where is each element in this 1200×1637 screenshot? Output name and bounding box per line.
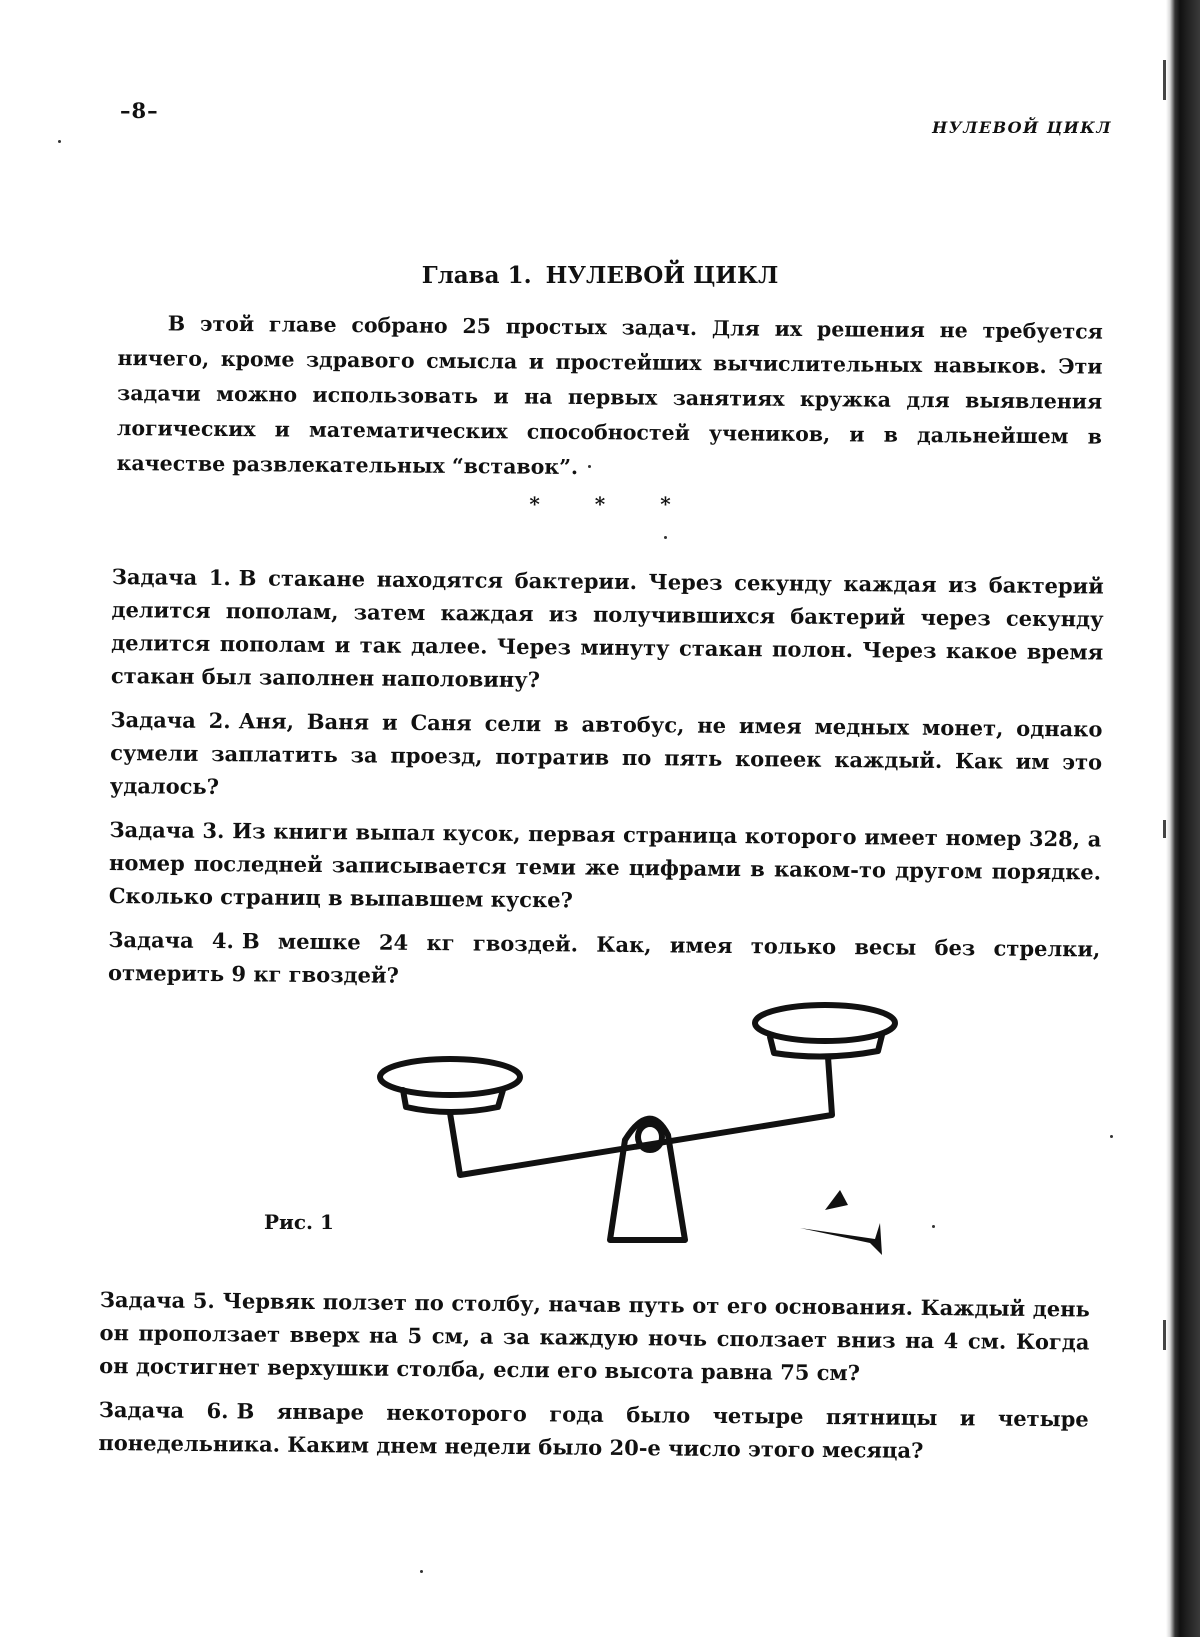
weight-icon [825,1190,848,1210]
problem-text: В январе некоторого года было четыре пятницы и четыре понедельника. Каким днем недели было 20-е число этого месяца? [98,1398,1089,1463]
edge-speck [1163,60,1166,100]
problem-text: В стакане находятся бактерии. Через секунду каждая из бактерий делится пополам, затем каждая из получившихся бактерий через секунду делится пополам и так далее. Через минуту стакан полон. Через какое время стакан был заполнен наполовину? [110,565,1104,693]
scan-speck [58,140,61,143]
section-separator: * * * [529,492,671,516]
problem-list-continued [98,1283,1090,1479]
problem-2 [110,703,1103,812]
scan-speck [1110,1135,1113,1138]
problem-text: Из книги выпал кусок, первая страница которого имеет номер 328, а номер последней записывается теми же цифрами в каком-то другом порядке. Сколько страниц в выпавшем куске? [108,818,1102,913]
problem-text: В мешке 24 кг гвоздей. Как, имея только весы без стрелки, отмерить 9 кг гвоздей? [107,928,1101,988]
problem-1 [111,560,1104,702]
problem-6 [98,1393,1089,1469]
scan-speck [420,1570,423,1573]
problem-list [108,560,1104,1010]
scale-stand [610,1119,685,1240]
problem-text: Аня, Ваня и Саня сели в автобус, не имея медных монет, однако сумели заплатить за проезд, потратив по пять копеек каждый. Как им это удалось? [109,708,1103,800]
problem-label: Задача 2. [110,706,231,734]
running-head: НУЛЕВОЙ ЦИКЛ [932,118,1112,137]
edge-speck [1163,820,1166,838]
edge-speck [1163,1320,1166,1350]
chapter-label: Глава 1. [421,262,532,289]
problem-label: Задача 5. [99,1286,215,1314]
balance-scale-icon [370,995,930,1265]
scan-speck [588,465,591,468]
chapter-name: НУЛЕВОЙ ЦИКЛ [545,262,779,289]
problem-label: Задача 1. [111,563,231,591]
problem-text: Червяк ползет по столбу, начав путь от его основания. Каждый день он проползает вверх на 5 см, а за каждую ночь сползает вниз на 4 см. Когда он достигнет верхушки столба, если его высота равна 75 см? [99,1288,1090,1386]
page-edge-shadow [1166,0,1200,1637]
scan-speck [932,1225,935,1228]
problem-5 [99,1283,1090,1391]
chapter-intro: В этой главе собрано 25 простых задач. Для их решения не требуется ничего, кроме здравого смысла и простейших вычислительных навыков. Эти задачи можно использовать и на первых занятиях кружка для выявления логических и математических способностей учеников, и в дальнейшем в качестве развлекательных “вставок”. [116,311,1103,480]
problem-3 [109,813,1102,922]
chapter-title [0,262,1200,289]
problem-4 [108,923,1101,999]
problem-label: Задача 3. [109,816,225,844]
scan-speck [664,536,667,539]
right-pan [755,1005,895,1041]
problem-label: Задача 6. [98,1396,229,1424]
figure-caption: Рис. 1 [264,1210,334,1234]
weight-icon [800,1223,882,1255]
problem-label: Задача 4. [108,926,235,954]
page-number: –8– [120,98,159,123]
scale-beam [450,1057,832,1175]
